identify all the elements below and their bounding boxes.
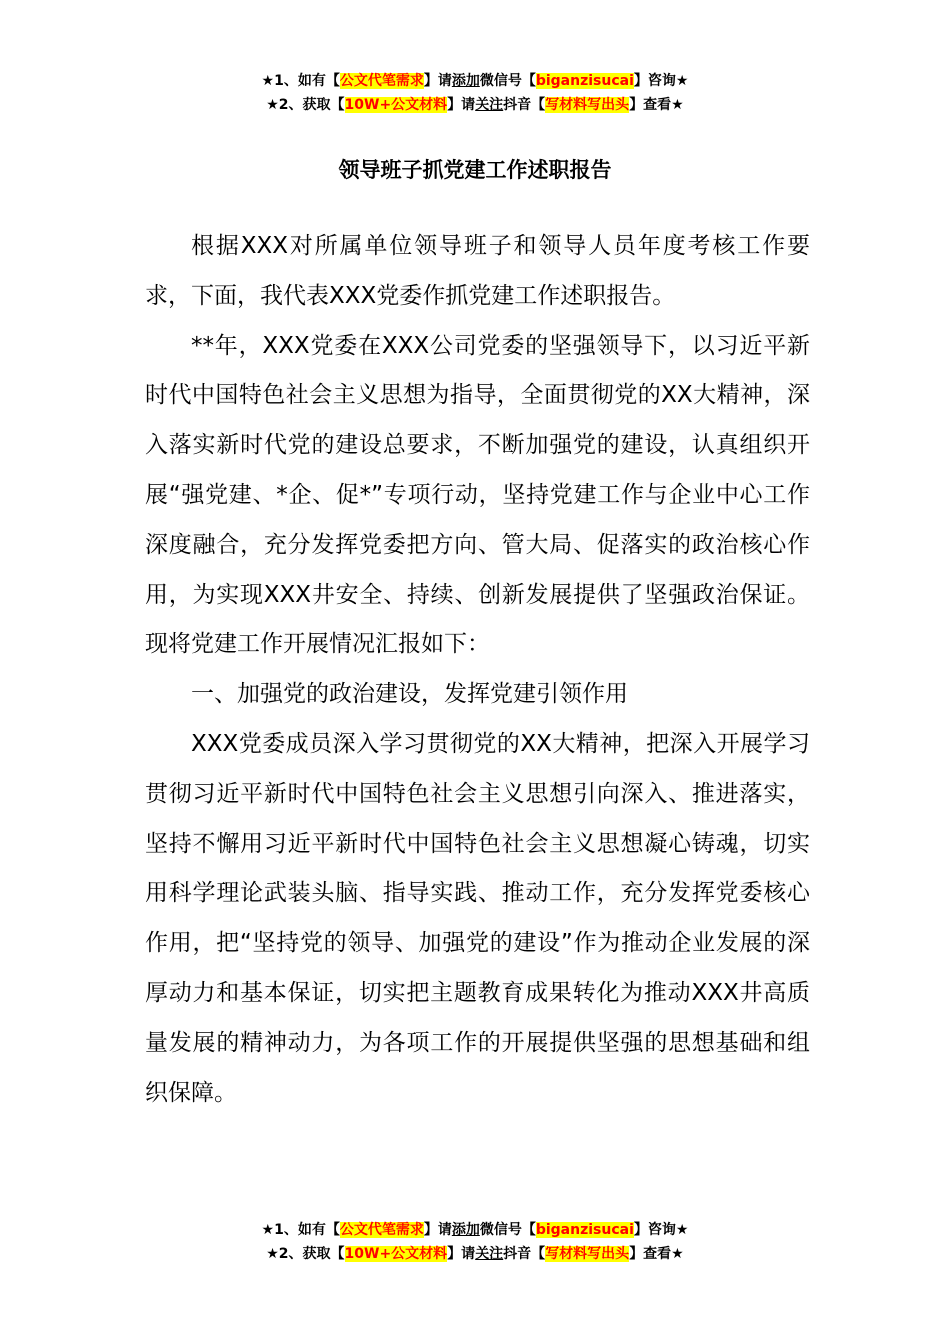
promo-line-2-underlined: 关注 xyxy=(475,97,504,113)
document-body xyxy=(145,222,810,1118)
promo-line-1-highlight-service: 公文代笔需求 xyxy=(339,1222,424,1238)
promo-line-2-mid2: 抖音【 xyxy=(503,97,546,113)
promo-line-1-highlight-wechat: biganzisucai xyxy=(535,73,634,89)
promo-line-1-suffix: 】咨询★ xyxy=(633,1222,689,1238)
promo-line-2-mid: 】请 xyxy=(447,97,476,113)
promo-line-2-highlight-douyin: 写材料写出头 xyxy=(545,97,630,113)
promo-line-1-mid: 】请 xyxy=(423,73,452,89)
promo-line-1-prefix: ★1、如有【 xyxy=(261,73,340,89)
promo-line-2-highlight-douyin: 写材料写出头 xyxy=(545,1246,630,1262)
promo-line-1 xyxy=(0,69,950,93)
promo-line-2 xyxy=(0,1242,950,1266)
promo-line-1-underlined: 添加 xyxy=(451,73,480,89)
promo-line-1-highlight-service: 公文代笔需求 xyxy=(339,73,424,89)
promo-line-1-mid2: 微信号【 xyxy=(479,73,536,89)
promo-line-2-prefix: ★2、获取【 xyxy=(266,1246,345,1262)
document-title: 领导班子抓党建工作述职报告 xyxy=(338,158,612,182)
promo-line-1-suffix: 】咨询★ xyxy=(633,73,689,89)
promo-line-1-prefix: ★1、如有【 xyxy=(261,1222,340,1238)
promo-line-2-prefix: ★2、获取【 xyxy=(266,97,345,113)
promo-line-2-underlined: 关注 xyxy=(475,1246,504,1262)
body-paragraph-intro: 根据XXX对所属单位领导班子和领导人员年度考核工作要求，下面，我代表XXX党委作抓党建工作述职报告。 xyxy=(145,233,810,309)
promo-line-2-highlight-materials: 10W+公文材料 xyxy=(344,1246,448,1262)
promo-banner-top xyxy=(0,69,950,117)
promo-banner-bottom xyxy=(0,1218,950,1266)
promo-line-2 xyxy=(0,93,950,117)
promo-line-1-underlined: 添加 xyxy=(451,1222,480,1238)
promo-line-1-mid2: 微信号【 xyxy=(479,1222,536,1238)
body-paragraph-overview: **年，XXX党委在XXX公司党委的坚强领导下，以习近平新时代中国特色社会主义思想为指导，全面贯彻党的XX大精神，深入落实新时代党的建设总要求，不断加强党的建设，认真组织开展“强党建、*企、促*”专项行动，坚持党建工作与企业中心工作深度融合，充分发挥党委把方向、管大局、促落实的政治核心作用，为实现XXX井安全、持续、创新发展提供了坚强政治保证。现将党建工作开展情况汇报如下： xyxy=(145,332,810,658)
promo-line-2-suffix: 】查看★ xyxy=(629,97,684,113)
promo-line-2-mid2: 抖音【 xyxy=(503,1246,546,1262)
section-heading-1: 一、加强党的政治建设，发挥党建引领作用 xyxy=(191,681,628,708)
promo-line-2-suffix: 】查看★ xyxy=(629,1246,684,1262)
body-paragraph-section-1: XXX党委成员深入学习贯彻党的XX大精神，把深入开展学习贯彻习近平新时代中国特色社会主义思想引向深入、推进落实，坚持不懈用习近平新时代中国特色社会主义思想凝心铸魂，切实用科学理论武装头脑、指导实践、推动工作，充分发挥党委核心作用，把“坚持党的领导、加强党的建设”作为推动企业发展的深厚动力和基本保证，切实把主题教育成果转化为推动XXX井高质量发展的精神动力，为各项工作的开展提供坚强的思想基础和组织保障。 xyxy=(145,730,810,1106)
promo-line-1 xyxy=(0,1218,950,1242)
promo-line-2-mid: 】请 xyxy=(447,1246,476,1262)
promo-line-1-mid: 】请 xyxy=(423,1222,452,1238)
promo-line-2-highlight-materials: 10W+公文材料 xyxy=(344,97,448,113)
promo-line-1-highlight-wechat: biganzisucai xyxy=(535,1222,634,1238)
